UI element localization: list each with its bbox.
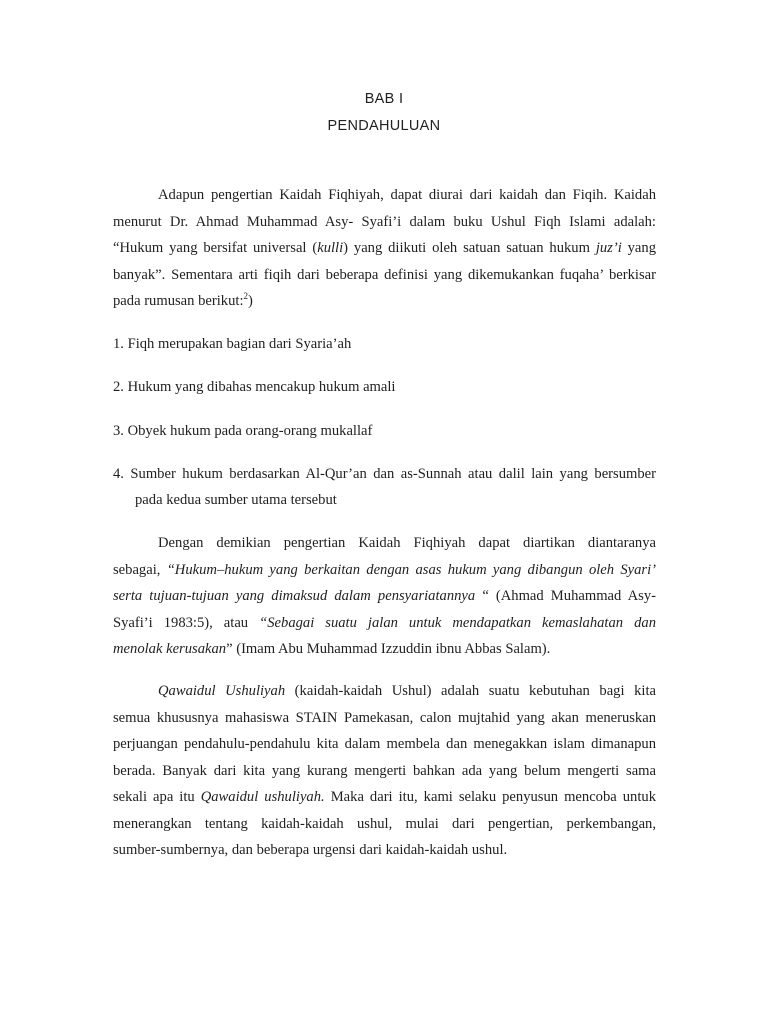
text-line: serta tujuan-tujuan yang dimaksud dalam pensyariatannya “ (Ahmad Muhammad Asy- [113, 588, 656, 604]
list-item-line: 4. Sumber hukum berdasarkan Al-Qur’an dan as-Sunnah atau dalil lain yang bersumber [113, 466, 656, 482]
text-line: Dengan demikian pengertian Kaidah Fiqhiyah dapat diartikan diantaranya [158, 535, 656, 551]
text-line: perjuangan pendahulu-pendahulu kita dalam membela dan menegakkan islam dimanapun [113, 736, 656, 752]
text-line: “Hukum yang bersifat universal (kulli) yang diikuti oleh satuan satuan hukum juz’i yang [113, 240, 656, 256]
list-item: 3. Obyek hukum pada orang-orang mukallaf [113, 423, 373, 439]
paragraph-kaidah-fiqhiyah [113, 530, 656, 663]
text-line: menerangkan tentang kaidah-kaidah ushul, mulai dari pengertian, perkembangan, [113, 815, 656, 832]
paragraph-definition [113, 182, 656, 315]
chapter-title: PENDAHULUAN [327, 118, 441, 134]
text-line: Adapun pengertian Kaidah Fiqhiyah, dapat diurai dari kaidah dan Fiqih. Kaidah [158, 187, 656, 203]
list-item: 1. Fiqh merupakan bagian dari Syaria’ah [113, 336, 352, 352]
list-item-continuation: pada kedua sumber utama tersebut [135, 492, 337, 508]
list-item: 2. Hukum yang dibahas mencakup hukum amali [113, 379, 396, 395]
text-line: Qawaidul Ushuliyah (kaidah-kaidah Ushul) adalah suatu kebutuhan bagi kita [158, 683, 656, 699]
text-line: menolak kerusakan” (Imam Abu Muhammad Izzuddin ibnu Abbas Salam). [113, 641, 551, 657]
text-line: menurut Dr. Ahmad Muhammad Asy- Syafi’i dalam buku Ushul Fiqh Islami adalah: [113, 213, 656, 230]
text-line: semua khususnya mahasiswa STAIN Pamekasan, calon mujtahid yang akan meneruskan [113, 709, 656, 726]
text-line: Syafi’i 1983:5), atau “Sebagai suatu jalan untuk mendapatkan kemaslahatan dan [113, 614, 656, 631]
text-line: banyak”. Sementara arti fiqih dari beberapa definisi yang dikemukankan fuqaha’ berkisar [113, 266, 656, 283]
footnote-marker: 2 [243, 291, 248, 302]
paragraph-qawaidul-ushuliyah [113, 678, 656, 864]
chapter-number: BAB I [364, 91, 404, 107]
text-line: sumber-sumbernya, dan beberapa urgensi dari kaidah-kaidah ushul. [113, 842, 508, 858]
text-line: sebagai, “Hukum–hukum yang berkaitan dengan asas hukum yang dibangun oleh Syari’ [113, 561, 657, 578]
text-line: berada. Banyak dari kita yang kurang mengerti bahkan ada yang belum mengerti sama [113, 762, 656, 779]
text-line: sekali apa itu Qawaidul ushuliyah. Maka dari itu, kami selaku penyusun mencoba untuk [113, 789, 656, 805]
list-item [113, 461, 656, 513]
text-line: pada rumusan berikut:$^2$) [113, 291, 253, 309]
